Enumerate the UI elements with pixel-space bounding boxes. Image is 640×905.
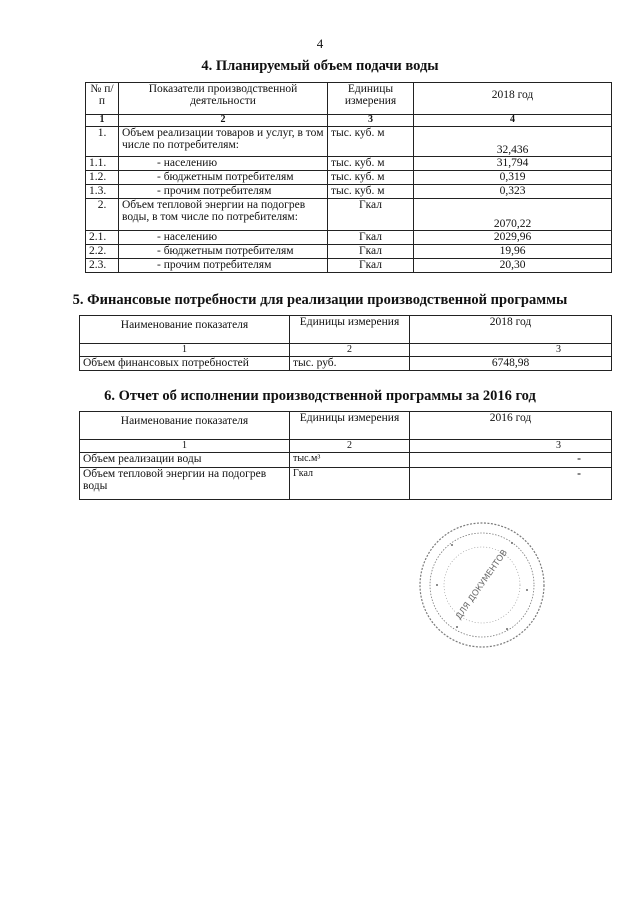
row-value: 19,96 bbox=[414, 245, 612, 259]
header-cell: № п/п bbox=[86, 83, 119, 115]
column-number-row bbox=[80, 344, 612, 357]
table-row bbox=[80, 468, 612, 500]
row-number: 2.2. bbox=[86, 245, 119, 259]
table-header-row bbox=[80, 316, 612, 344]
header-cell: 2018 год bbox=[414, 83, 612, 115]
column-number: 2 bbox=[290, 440, 410, 453]
row-unit: тыс. куб. м bbox=[328, 185, 414, 199]
row-number: 1.1. bbox=[86, 157, 119, 171]
row-value: 0,319 bbox=[414, 171, 612, 185]
row-value: 0,323 bbox=[414, 185, 612, 199]
row-name: Объем реализации воды bbox=[80, 453, 290, 468]
table-row bbox=[86, 231, 612, 245]
execution-report-table bbox=[79, 411, 612, 500]
table-header-row bbox=[80, 412, 612, 440]
row-name: - прочим потребителям bbox=[119, 185, 328, 199]
table-row bbox=[86, 171, 612, 185]
table-row bbox=[80, 357, 612, 371]
row-name: Объем финансовых потребностей bbox=[80, 357, 290, 371]
table-row bbox=[86, 157, 612, 171]
row-value: 32,436 bbox=[414, 127, 612, 157]
section-5-title: 5. Финансовые потребности для реализации производственной программы bbox=[72, 292, 568, 308]
table-row bbox=[86, 199, 612, 231]
row-name: Объем тепловой энергии на подогрев воды, в том числе по потребителям: bbox=[119, 199, 328, 231]
round-stamp bbox=[412, 515, 552, 655]
row-unit: Гкал bbox=[328, 259, 414, 273]
row-unit: тыс.м³ bbox=[290, 453, 410, 468]
column-number: 2 bbox=[290, 344, 410, 357]
column-number-row bbox=[86, 115, 612, 127]
header-cell: Наименование показателя bbox=[80, 316, 290, 344]
column-number: 2 bbox=[119, 115, 328, 127]
row-unit: Гкал bbox=[290, 468, 410, 500]
row-value: 2070,22 bbox=[414, 199, 612, 231]
row-unit: Гкал bbox=[328, 199, 414, 231]
table-header-row bbox=[86, 83, 612, 115]
row-unit: тыс. куб. м bbox=[328, 127, 414, 157]
row-value: 20,30 bbox=[414, 259, 612, 273]
row-unit: тыс. руб. bbox=[290, 357, 410, 371]
table-row bbox=[86, 185, 612, 199]
stamp-text: ДЛЯ ДОКУМЕНТОВ bbox=[454, 548, 510, 622]
row-value: 31,794 bbox=[414, 157, 612, 171]
table-row bbox=[86, 259, 612, 273]
section-6-title: 6. Отчет об исполнении производственной программы за 2016 год bbox=[104, 388, 536, 404]
row-name: Объем реализации товаров и услуг, в том числе по потребителям: bbox=[119, 127, 328, 157]
header-cell: Единицы измерения bbox=[290, 316, 410, 344]
column-number: 3 bbox=[328, 115, 414, 127]
column-number: 3 bbox=[410, 344, 612, 357]
row-name: - бюджетным потребителям bbox=[119, 245, 328, 259]
table-row bbox=[86, 127, 612, 157]
row-number: 1.3. bbox=[86, 185, 119, 199]
row-value: - bbox=[410, 453, 612, 468]
section-4-title: 4. Планируемый объем подачи воды bbox=[201, 58, 439, 74]
row-unit: Гкал bbox=[328, 231, 414, 245]
row-number: 2. bbox=[86, 199, 119, 231]
header-cell: Наименование показателя bbox=[80, 412, 290, 440]
financial-needs-table bbox=[79, 315, 612, 371]
row-value: 2029,96 bbox=[414, 231, 612, 245]
water-supply-table bbox=[85, 82, 612, 273]
row-unit: тыс. куб. м bbox=[328, 157, 414, 171]
column-number: 4 bbox=[414, 115, 612, 127]
header-cell: Единицы измерения bbox=[290, 412, 410, 440]
row-value: - bbox=[410, 468, 612, 500]
header-cell: 2018 год bbox=[410, 316, 612, 344]
column-number-row bbox=[80, 440, 612, 453]
row-name: - населению bbox=[119, 157, 328, 171]
row-name: - бюджетным потребителям bbox=[119, 171, 328, 185]
header-cell: 2016 год bbox=[410, 412, 612, 440]
row-number: 1.2. bbox=[86, 171, 119, 185]
header-cell: Показатели производственной деятельности bbox=[119, 83, 328, 115]
table-row bbox=[86, 245, 612, 259]
header-cell: Единицы измерения bbox=[328, 83, 414, 115]
column-number: 3 bbox=[410, 440, 612, 453]
row-name: - населению bbox=[119, 231, 328, 245]
row-name: Объем тепловой энергии на подогрев воды bbox=[80, 468, 290, 500]
row-number: 2.3. bbox=[86, 259, 119, 273]
row-value: 6748,98 bbox=[410, 357, 612, 371]
row-number: 2.1. bbox=[86, 231, 119, 245]
column-number: 1 bbox=[80, 344, 290, 357]
row-number: 1. bbox=[86, 127, 119, 157]
row-unit: тыс. куб. м bbox=[328, 171, 414, 185]
column-number: 1 bbox=[80, 440, 290, 453]
row-unit: Гкал bbox=[328, 245, 414, 259]
row-name: - прочим потребителям bbox=[119, 259, 328, 273]
column-number: 1 bbox=[86, 115, 119, 127]
table-row bbox=[80, 453, 612, 468]
page-number: 4 bbox=[316, 36, 324, 51]
